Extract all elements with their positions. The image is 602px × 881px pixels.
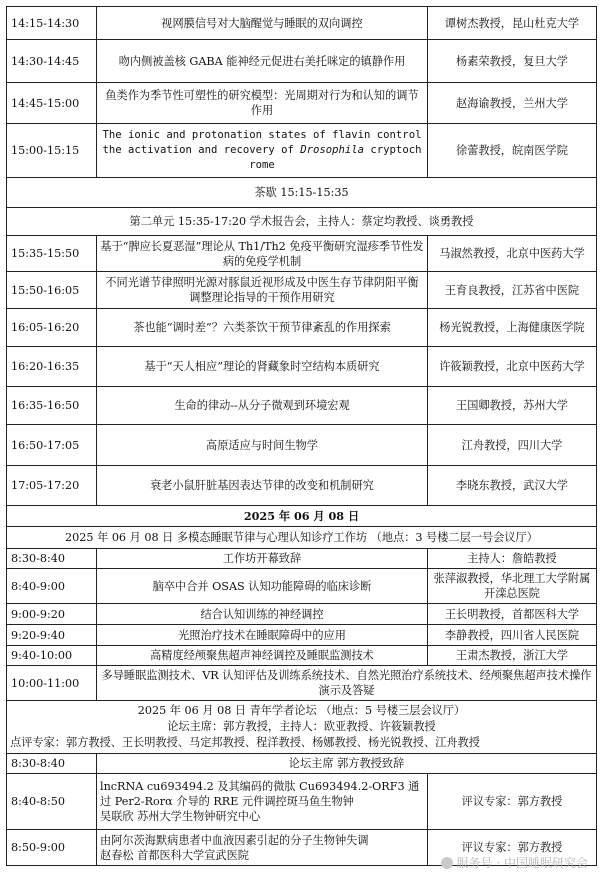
row-time: 9:40-10:00	[7, 646, 97, 666]
date-header-row	[7, 506, 597, 527]
table-row	[7, 83, 597, 124]
row-speaker: 王育良教授，江苏省中医院	[428, 272, 597, 309]
tea-break: 茶歇 15:15-15:35	[7, 178, 597, 208]
row-speaker: 马淑然教授，北京中医药大学	[428, 236, 597, 272]
row-topic: 高精度经颅聚焦超声神经调控及睡眠监测技术	[97, 646, 428, 666]
row-topic: 视网膜信号对大脑醒觉与睡眠的双向调控	[97, 7, 428, 40]
row-time: 8:40-8:50	[7, 774, 97, 830]
table-row	[7, 387, 597, 425]
row-time: 15:50-16:05	[7, 272, 97, 309]
row-time: 16:05-16:20	[7, 309, 97, 347]
row-speaker: 张萍淑教授，华北理工大学附属开滦总医院	[428, 569, 597, 604]
forum-hosts: 论坛主席：郭方教授，主持人：欧亚教授、许筱颖教授	[167, 720, 436, 733]
paper-title: 由阿尔茨海默病患者中血液因素引起的分子生物钟失调	[100, 833, 369, 847]
forum-header: 2025 年 06 月 08 日 青年学者论坛 （地点：5 号楼三层会议厅）	[137, 704, 466, 717]
forum-header-row	[7, 701, 597, 754]
forum-experts: 点评专家：郭方教授、王长明教授、马定邦教授、程洋教授、杨娜教授、杨光锐教授、江舟教授	[10, 736, 480, 749]
topic-italic: Drosophila	[300, 144, 365, 156]
row-speaker: 谭树杰教授，昆山杜克大学	[428, 7, 597, 40]
row-speaker: 李晓东教授，武汉大学	[428, 466, 597, 506]
watermark-text: 服务号 · 中国睡眠研究会	[456, 856, 588, 870]
row-topic	[97, 774, 428, 830]
table-row	[7, 7, 597, 40]
table-row	[7, 272, 597, 309]
row-topic: 结合认知训练的神经调控	[97, 604, 428, 625]
tea-break-row	[7, 178, 597, 208]
row-time: 15:00-15:15	[7, 124, 97, 178]
row-time: 9:20-9:40	[7, 625, 97, 646]
row-time: 17:05-17:20	[7, 466, 97, 506]
row-topic: 多导睡眠监测技术、VR 认知评估及训练系统技术、自然光照治疗系统技术、经颅聚焦超声技术操作演示及答疑	[97, 666, 597, 701]
table-row	[7, 124, 597, 178]
table-row	[7, 774, 597, 830]
row-topic: 光照治疗技术在睡眠障碍中的应用	[97, 625, 428, 646]
row-time: 14:30-14:45	[7, 40, 97, 83]
table-row	[7, 625, 597, 646]
table-row	[7, 309, 597, 347]
row-topic: 基于“天人相应”理论的肾藏象时空结构本质研究	[97, 347, 428, 387]
paper-title: lncRNA cu693494.2 及其编码的微肽 Cu693494.2-ORF3 通过 Per2-Rorα 介导的 RRE 元件调控斑马鱼生物钟	[100, 780, 420, 808]
row-speaker: 许筱颖教授，北京中医药大学	[428, 347, 597, 387]
row-topic: 基于“脾应长夏恶湿”理论从 Th1/Th2 免疫平衡研究湿疹季节性发病的免疫学机制	[97, 236, 428, 272]
row-time: 8:30-8:40	[7, 549, 97, 569]
row-topic: 吻内侧被盖核 GABA 能神经元促进右美托咪定的镇静作用	[97, 40, 428, 83]
row-time: 16:35-16:50	[7, 387, 97, 425]
row-topic: 生命的律动--从分子微观到环境宏观	[97, 387, 428, 425]
row-time: 16:50-17:05	[7, 425, 97, 466]
row-speaker: 评议专家：郭方教授	[428, 774, 597, 830]
row-speaker: 江舟教授，四川大学	[428, 425, 597, 466]
row-speaker: 徐蕾教授，皖南医学院	[428, 124, 597, 178]
table-row	[7, 754, 597, 774]
forum-header-block	[7, 701, 597, 754]
row-time: 8:40-9:00	[7, 569, 97, 604]
schedule-sheet	[6, 6, 596, 866]
row-time: 8:50-9:00	[7, 830, 97, 866]
row-speaker: 评议专家：郭方教授	[428, 830, 597, 866]
row-time: 14:45-15:00	[7, 83, 97, 124]
row-topic: 工作坊开幕致辞	[97, 549, 428, 569]
row-topic	[97, 124, 428, 178]
table-row	[7, 425, 597, 466]
section-header-row	[7, 208, 597, 236]
workshop-header: 2025 年 06 月 08 日 多模态睡眠节律与心理认知诊疗工作坊 （地点：3 号楼二层一号会议厅）	[7, 527, 597, 549]
row-speaker: 王国卿教授，苏州大学	[428, 387, 597, 425]
row-topic: 茶也能“调时差”？六类茶饮干预节律紊乱的作用探索	[97, 309, 428, 347]
section-header-row	[7, 527, 597, 549]
row-time: 9:00-9:20	[7, 604, 97, 625]
row-topic: 不同光谱节律照明光源对豚鼠近视形成及中医生存节律阴阳平衡调整理论指导的干预作用研究	[97, 272, 428, 309]
row-time: 14:15-14:30	[7, 7, 97, 40]
table-row	[7, 646, 597, 666]
row-speaker: 杨光锐教授，上海健康医学院	[428, 309, 597, 347]
row-topic: 衰老小鼠肝脏基因表达节律的改变和机制研究	[97, 466, 428, 506]
row-topic	[97, 830, 428, 866]
wechat-icon	[441, 857, 453, 869]
row-topic: 脑卒中合并 OSAS 认知功能障碍的临床诊断	[97, 569, 428, 604]
topic-text: The ionic and protonation states of flavin control the activation and recovery of	[102, 129, 422, 156]
watermark	[441, 854, 588, 871]
row-speaker: 主持人：詹皓教授	[428, 549, 597, 569]
paper-presenter: 吴联欣 苏州大学生物钟研究中心	[100, 810, 261, 823]
row-speaker: 杨素荣教授，复旦大学	[428, 40, 597, 83]
table-row	[7, 40, 597, 83]
row-speaker: 赵海谕教授，兰州大学	[428, 83, 597, 124]
table-row	[7, 604, 597, 625]
table-row	[7, 549, 597, 569]
row-time: 16:20-16:35	[7, 347, 97, 387]
row-speaker: 王长明教授，首都医科大学	[428, 604, 597, 625]
row-time: 8:30-8:40	[7, 754, 97, 774]
row-topic: 高原适应与时间生物学	[97, 425, 428, 466]
row-topic: 论坛主席 郭方教授致辞	[97, 754, 597, 774]
date-header: 2025 年 06 月 08 日	[7, 506, 597, 527]
schedule-table	[6, 6, 597, 866]
table-row	[7, 347, 597, 387]
row-time: 15:35-15:50	[7, 236, 97, 272]
paper-presenter: 赵春松 首都医科大学宣武医院	[100, 848, 249, 862]
row-speaker: 李静教授，四川省人民医院	[428, 625, 597, 646]
table-row	[7, 466, 597, 506]
table-row	[7, 236, 597, 272]
unit2-header: 第二单元 15:35-17:20 学术报告会，主持人：蔡定均教授、谈勇教授	[7, 208, 597, 236]
table-row	[7, 666, 597, 701]
row-speaker: 王肃杰教授，浙江大学	[428, 646, 597, 666]
row-topic: 鱼类作为季节性可塑性的研究模型：光周期对行为和认知的调节作用	[97, 83, 428, 124]
topic-text-end: cryptochrome	[249, 144, 422, 171]
row-time: 10:00-11:00	[7, 666, 97, 701]
table-row	[7, 569, 597, 604]
